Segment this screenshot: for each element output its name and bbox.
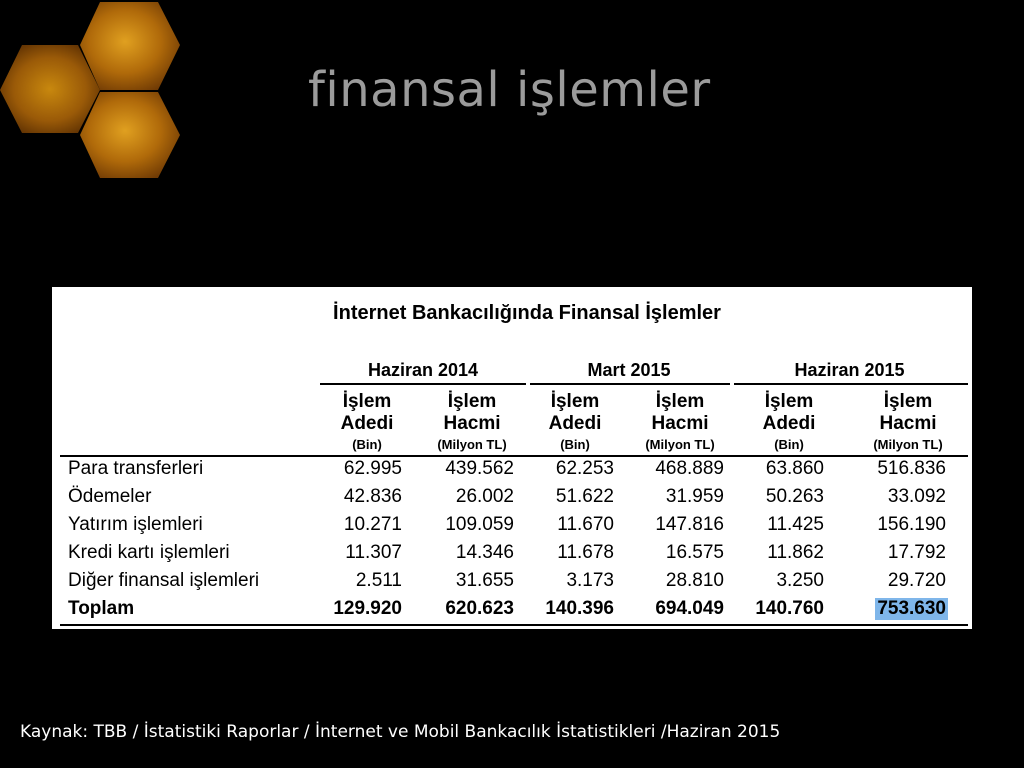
cell-value: 42.836 (343, 486, 402, 507)
bottom-rule (60, 624, 968, 626)
cell-value: 10.271 (343, 514, 402, 535)
group-rule (320, 383, 526, 385)
group-header-haziran-2015: Haziran 2015 (794, 360, 905, 380)
hexagon-top (80, 2, 180, 90)
row-label: Toplam (68, 598, 135, 619)
column-header: İşlem Hacmi (Milyon TL) (437, 391, 507, 452)
table-row (64, 483, 964, 511)
cell-value: 51.622 (555, 486, 614, 507)
cell-value: 11.670 (557, 514, 614, 535)
column-header: İşlem Hacmi (Milyon TL) (873, 391, 943, 452)
cell-value: 129.920 (333, 598, 402, 619)
cell-value: 26.002 (455, 486, 514, 507)
highlighted-cell-value: 753.630 (877, 598, 946, 619)
cell-value: 439.562 (445, 458, 514, 479)
cell-value: 33.092 (887, 486, 946, 507)
cell-value: 11.425 (767, 514, 824, 535)
cell-value: 62.253 (555, 458, 614, 479)
hexagon-logo (0, 0, 190, 185)
row-label: Yatırım işlemleri (68, 514, 203, 535)
table-row (64, 511, 964, 539)
cell-value: 516.836 (877, 458, 946, 479)
cell-value: 16.575 (665, 542, 724, 563)
cell-value: 31.959 (665, 486, 724, 507)
cell-value: 620.623 (445, 598, 514, 619)
group-rule (530, 383, 730, 385)
cell-value: 2.511 (355, 570, 402, 591)
table-row-total (64, 595, 964, 623)
cell-value: 50.263 (765, 486, 824, 507)
hexagon-left (0, 45, 100, 133)
group-rule (734, 383, 968, 385)
table-row (64, 567, 964, 595)
cell-value: 3.173 (566, 570, 614, 591)
cell-value: 140.760 (755, 598, 824, 619)
cell-value: 17.792 (887, 542, 946, 563)
column-header: İşlem Adedi (Bin) (762, 391, 816, 452)
group-header-mart-2015: Mart 2015 (587, 360, 671, 380)
cell-value: 3.250 (776, 570, 824, 591)
row-label: Para transferleri (68, 458, 204, 479)
source-caption: Kaynak: TBB / İstatistiki Raporlar / İnternet ve Mobil Bankacılık İstatistikleri /Haziran 2015 (20, 722, 781, 742)
cell-value: 28.810 (665, 570, 724, 591)
cell-value: 11.307 (345, 542, 402, 563)
row-label: Kredi kartı işlemleri (68, 542, 230, 563)
group-header-haziran-2014: Haziran 2014 (367, 360, 479, 380)
cell-value: 14.346 (455, 542, 514, 563)
financial-transactions-table (52, 287, 972, 629)
cell-value: 63.860 (765, 458, 824, 479)
slide-title: finansal işlemler (308, 62, 711, 118)
cell-value: 62.995 (343, 458, 402, 479)
hexagon-bottom (80, 92, 180, 178)
cell-value: 29.720 (887, 570, 946, 591)
column-header: İşlem Adedi (Bin) (548, 391, 602, 452)
row-label: Diğer finansal işlemleri (68, 570, 260, 591)
column-header: İşlem Hacmi (Milyon TL) (645, 391, 715, 452)
cell-value: 147.816 (655, 514, 724, 535)
cell-value: 31.655 (455, 570, 514, 591)
cell-value: 11.862 (767, 542, 824, 563)
cell-value: 109.059 (445, 514, 514, 535)
cell-value: 156.190 (877, 514, 946, 535)
cell-value: 694.049 (655, 598, 724, 619)
table-row (64, 539, 964, 567)
cell-value: 11.678 (557, 542, 614, 563)
row-label: Ödemeler (68, 486, 152, 507)
table-title: İnternet Bankacılığında Finansal İşlemler (333, 302, 721, 324)
column-header: İşlem Adedi (Bin) (340, 391, 394, 452)
table-row (64, 455, 964, 483)
cell-value: 468.889 (655, 458, 724, 479)
cell-value: 140.396 (545, 598, 614, 619)
